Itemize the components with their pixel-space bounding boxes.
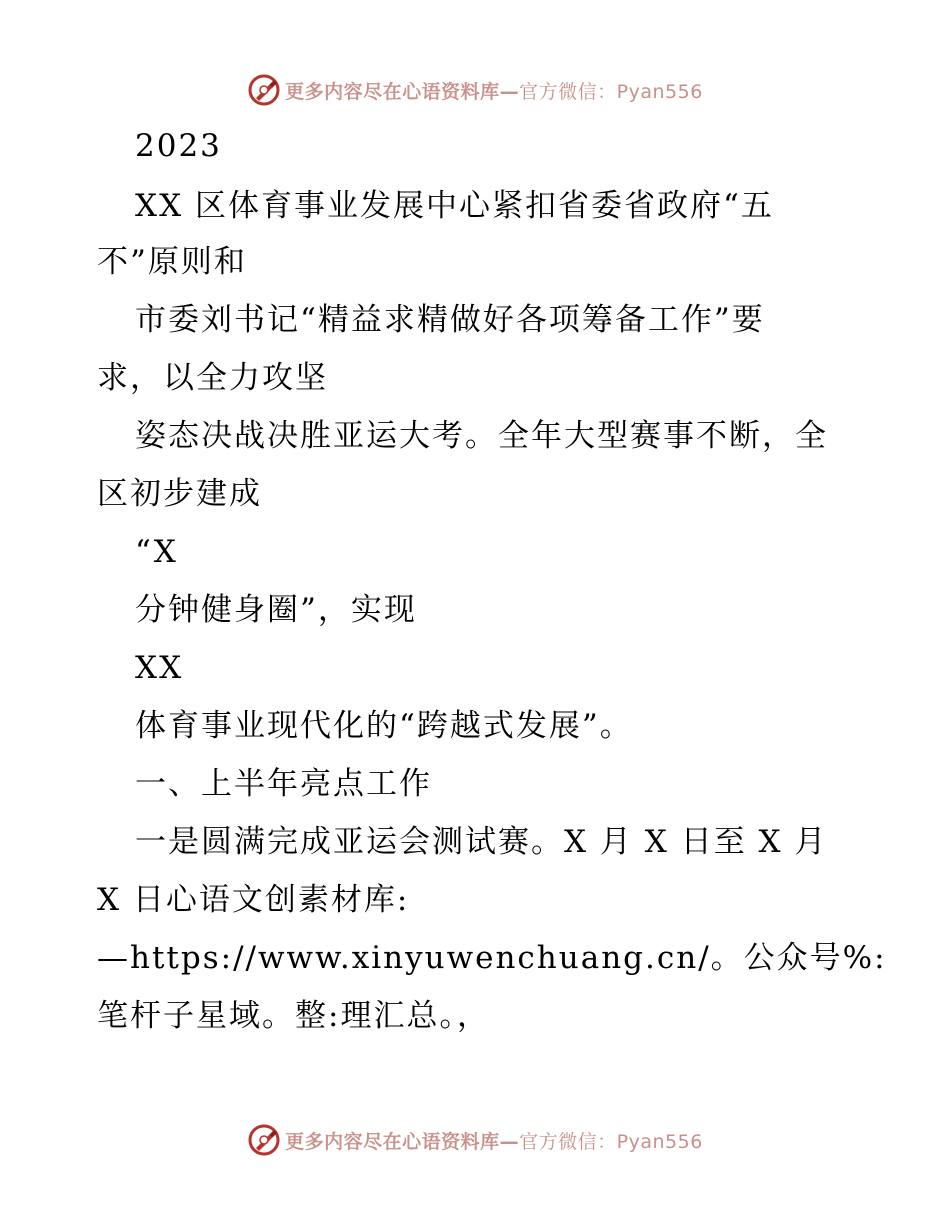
body-line: XX 区体育事业发展中心紧扣省委省政府“五 xyxy=(135,188,774,224)
footer-watermark-banner xyxy=(0,1120,950,1160)
pen-logo-icon xyxy=(247,1123,281,1157)
body-line: “X xyxy=(135,534,178,570)
body-line: 笔杆子星域。整:理汇总。， xyxy=(97,998,490,1034)
body-line: 市委刘书记“精益求精做好各项筹备工作”要 xyxy=(135,302,765,338)
body-line: 姿态决战决胜亚运大考。全年大型赛事不断，全 xyxy=(135,418,828,454)
banner-text: 更多内容尽在心语资料库—官方微信：Pyan556 xyxy=(285,1130,703,1153)
body-line: 一是圆满完成亚运会测试赛。X 月 X 日至 X 月 xyxy=(135,824,828,860)
body-line: —https://www.xinyuwenchuang.cn/。公众号%: xyxy=(97,940,887,976)
pen-logo-icon xyxy=(247,73,281,107)
section-heading: 一、上半年亮点工作 xyxy=(135,766,432,802)
body-line: 体育事业现代化的“跨越式发展”。 xyxy=(135,708,633,744)
body-line: 2023 xyxy=(135,128,222,164)
body-line: 区初步建成 xyxy=(97,476,262,512)
body-line: 分钟健身圈”，实现 xyxy=(135,592,417,628)
banner-text: 更多内容尽在心语资料库—官方微信：Pyan556 xyxy=(285,80,703,103)
body-line: XX xyxy=(135,650,184,686)
body-line: 求，以全力攻坚 xyxy=(97,360,328,396)
body-line: 不”原则和 xyxy=(97,244,247,280)
body-line: X 日心语文创素材库: xyxy=(97,882,410,918)
header-watermark-banner xyxy=(0,70,950,110)
